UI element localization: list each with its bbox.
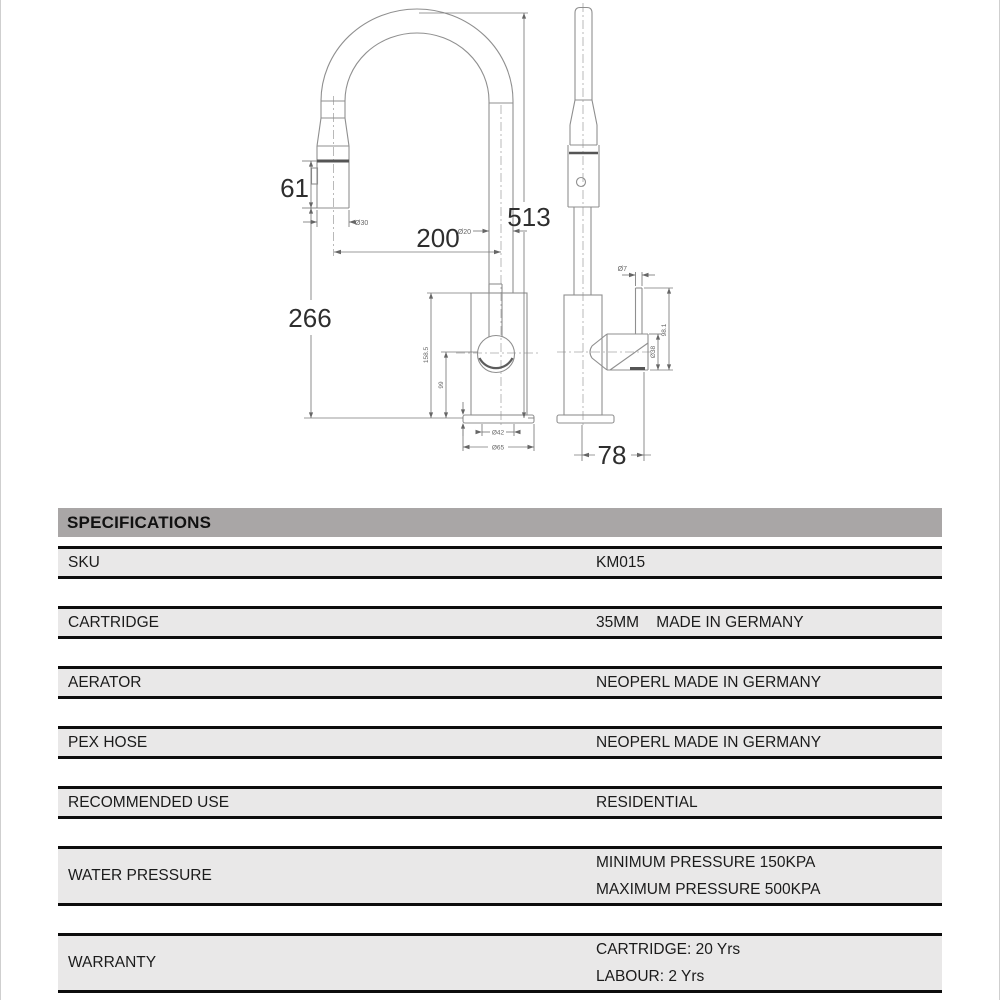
spec-row <box>58 546 942 579</box>
body-front <box>471 293 527 415</box>
spout-outer-arc <box>321 9 513 101</box>
spec-rows <box>58 546 942 993</box>
spec-value <box>596 936 740 990</box>
spec-value-line: NEOPERL MADE IN GERMANY <box>596 734 822 751</box>
spec-row <box>58 726 942 759</box>
spec-row <box>58 666 942 699</box>
dim-78-label: 78 <box>597 440 627 470</box>
spec-value <box>596 669 821 696</box>
dim-dia30-label: Ø30 <box>355 220 369 227</box>
dimension-labels <box>280 173 668 470</box>
specifications-header: SPECIFICATIONS <box>58 508 942 537</box>
dim-99-label: 99 <box>438 381 445 389</box>
spec-value <box>596 789 698 816</box>
spec-label: WARRANTY <box>68 954 157 971</box>
wand-button <box>577 178 586 187</box>
dim-dia38-label: Ø38 <box>650 345 657 359</box>
spec-value-line: LABOUR: 2 Yrs <box>596 968 705 985</box>
dim-dia7-label: Ø7 <box>617 266 627 273</box>
spec-value <box>596 549 645 576</box>
dim-61-label: 61 <box>280 173 309 203</box>
spec-value <box>596 729 821 756</box>
dim-200-label: 200 <box>416 223 460 253</box>
faucet-side-view <box>557 8 648 424</box>
spec-label: CARTRIDGE <box>68 613 160 631</box>
base-plate-side <box>557 415 614 423</box>
spec-value-line: CARTRIDGE: 20 Yrs <box>596 941 741 958</box>
specifications-table <box>58 508 942 1000</box>
spec-value-line: 35MM MADE IN GERMANY <box>596 614 804 631</box>
spec-row <box>58 846 942 906</box>
mixer-joint-circle <box>478 336 515 373</box>
spec-row <box>58 786 942 819</box>
dimension-lines <box>302 13 673 461</box>
dim-98-1-label: 98.1 <box>661 323 668 337</box>
spec-row <box>58 933 942 993</box>
spec-value-line: KM015 <box>596 554 646 571</box>
spec-label: RECOMMENDED USE <box>68 793 230 811</box>
spec-label: PEX HOSE <box>68 733 148 751</box>
spec-row <box>58 606 942 639</box>
spec-label: AERATOR <box>68 673 142 691</box>
spec-value-line: RESIDENTIAL <box>596 794 698 811</box>
spec-label: WATER PRESSURE <box>68 867 212 884</box>
dim-266-label: 266 <box>288 303 332 333</box>
dimension-arrows <box>309 13 671 457</box>
dim-dia42-label: Ø42 <box>491 429 505 437</box>
technical-drawing <box>1 0 1000 500</box>
spec-value <box>596 609 804 636</box>
spec-label: SKU <box>68 553 100 571</box>
dim-dia65-label: Ø65 <box>491 444 505 452</box>
dim-dia20-label: Ø20 <box>457 229 471 236</box>
spec-value-line: MINIMUM PRESSURE 150KPA <box>596 854 816 871</box>
spout-inner-arc <box>345 33 489 101</box>
spec-value-line: MAXIMUM PRESSURE 500KPA <box>596 881 821 898</box>
dim-158-5-label: 158.5 <box>423 346 430 364</box>
spec-value <box>596 849 821 903</box>
wand-top <box>575 8 592 31</box>
dim-513-label: 513 <box>507 202 551 232</box>
spec-value-line: NEOPERL MADE IN GERMANY <box>596 674 822 691</box>
